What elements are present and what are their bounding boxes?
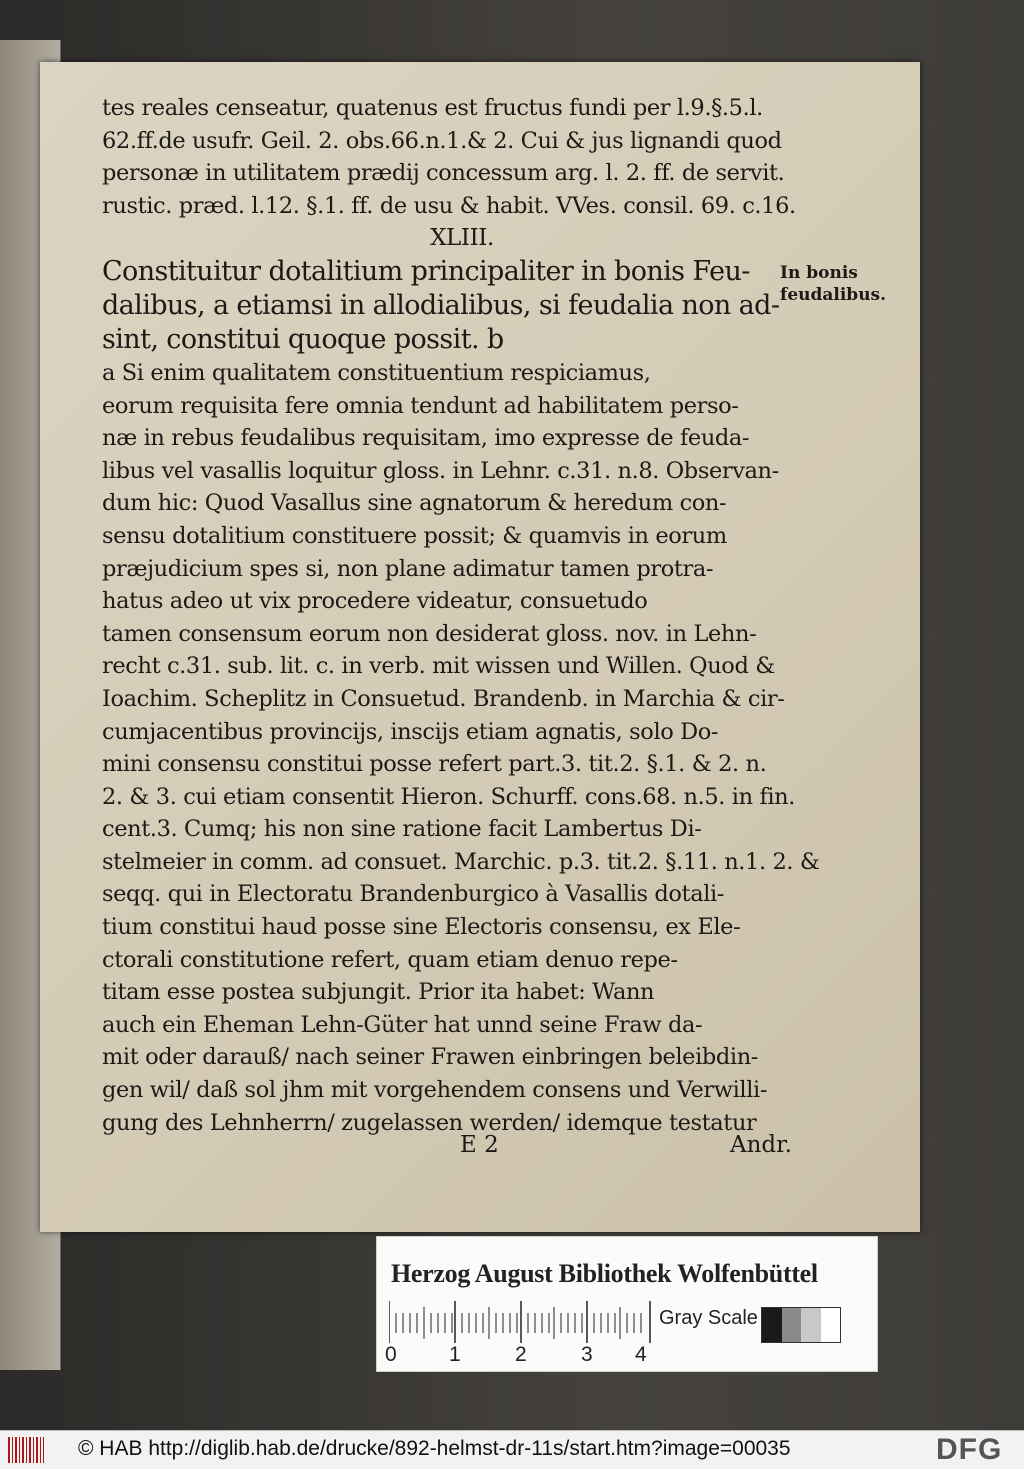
text-line: 62.ff.de usufr. Geil. 2. obs.66.n.1.& 2. Cui & jus lignandi quod [102, 127, 782, 154]
catchword: Andr. [730, 1132, 792, 1158]
ruler-icon [389, 1299, 651, 1343]
text-line: ctorali constitutione refert, quam etiam denuo repe- [102, 946, 678, 973]
text-line: titam esse postea subjungit. Prior ita habet: Wann [102, 979, 655, 1006]
book-page [40, 62, 920, 1232]
text-line: præjudicium spes si, non plane adimatur tamen protra- [102, 555, 714, 582]
text-line: tamen consensum eorum non desiderat gloss. nov. in Lehn- [102, 620, 757, 647]
page-text [102, 92, 822, 1139]
section-number: XLIII. [430, 225, 494, 252]
text-line: gung des Lehnherrn/ zugelassen werden/ idemque testatur [102, 1109, 757, 1136]
text-line: dum hic: Quod Vasallus sine agnatorum & heredum con- [102, 490, 727, 517]
gray-swatch [801, 1308, 821, 1342]
gray-swatch [782, 1308, 802, 1342]
gray-scale-card [376, 1236, 878, 1372]
text-line: tium constitui haud posse sine Electoris consensu, ex Ele- [102, 914, 741, 941]
gray-scale-swatches [761, 1307, 841, 1343]
text-line: 2. & 3. cui etiam consentit Hieron. Schurff. cons.68. n.5. in fin. [102, 783, 796, 810]
text-line: mini consensu constitui posse refert part.3. tit.2. §.1. & 2. n. [102, 751, 767, 778]
text-line: tes reales censeatur, quatenus est fructus fundi per l.9.§.5.l. [102, 95, 763, 121]
signature-mark: E 2 [460, 1132, 499, 1158]
text-line: mit oder darauß/ nach seiner Frawen einbringen beleibdin- [102, 1044, 758, 1071]
copyright-url[interactable]: © HAB http://diglib.hab.de/drucke/892-helmst-dr-11s/start.htm?image=00035 [78, 1437, 791, 1460]
text-line: næ in rebus feudalibus requisitam, imo expresse de feuda- [102, 425, 750, 452]
text-line: eorum requisita fere omnia tendunt ad habilitatem perso- [102, 392, 739, 419]
gray-swatch [821, 1308, 841, 1342]
text-line: gen wil/ daß sol jhm mit vorgehendem consens und Verwilli- [102, 1077, 768, 1104]
viewer-footer [0, 1430, 1024, 1469]
margin-note [780, 262, 890, 306]
library-name: Herzog August Bibliothek Wolfenbüttel [391, 1259, 818, 1288]
thesis-line: dalibus, a etiamsi in allodialibus, si feudalia non ad- [102, 289, 780, 321]
text-line: Ioachim. Scheplitz in Consuetud. Brandenb. in Marchia & cir- [102, 685, 785, 712]
thesis-line: Constituitur dotalitium principaliter in bonis Feu- [102, 255, 750, 287]
ruler-numbers [385, 1343, 655, 1369]
ruler-number: 4 [635, 1343, 647, 1366]
text-line: auch ein Eheman Lehn-Güter hat unnd seine Fraw da- [102, 1011, 703, 1038]
ruler-number: 0 [385, 1343, 397, 1366]
text-line: hatus adeo ut vix procedere videatur, consuetudo [102, 588, 648, 615]
dfg-logo: DFG [936, 1433, 1003, 1466]
gray-swatch [762, 1308, 782, 1342]
ruler-number: 2 [515, 1343, 527, 1366]
barcode-icon [8, 1437, 44, 1463]
text-line: personæ in utilitatem prædij concessum arg. l. 2. ff. de servit. [102, 160, 785, 187]
text-line: seqq. qui in Electoratu Brandenburgico à Vasallis dotali- [102, 881, 724, 908]
margin-note-line: In bonis [780, 263, 858, 283]
thesis-line: sint, constitui quoque possit. b [102, 323, 504, 355]
text-line: cumjacentibus provincijs, inscijs etiam agnatis, solo Do- [102, 718, 719, 745]
text-line: stelmeier in comm. ad consuet. Marchic. p.3. tit.2. §.11. n.1. 2. & [102, 848, 820, 875]
ruler-number: 3 [581, 1343, 593, 1366]
text-line: a Si enim qualitatem constituentium respiciamus, [102, 359, 651, 386]
gray-scale-label: Gray Scale [659, 1307, 758, 1329]
margin-note-line: feudalibus. [780, 285, 887, 305]
text-line: cent.3. Cumq; his non sine ratione facit Lambertus Di- [102, 816, 702, 843]
text-line: recht c.31. sub. lit. c. in verb. mit wissen und Willen. Quod & [102, 653, 775, 680]
text-line: sensu dotalitium constituere possit; & quamvis in eorum [102, 522, 727, 549]
text-line: libus vel vasallis loquitur gloss. in Lehnr. c.31. n.8. Observan- [102, 457, 779, 484]
text-line: rustic. præd. l.12. §.1. ff. de usu & habit. VVes. consil. 69. c.16. [102, 192, 796, 219]
ruler-number: 1 [449, 1343, 461, 1366]
